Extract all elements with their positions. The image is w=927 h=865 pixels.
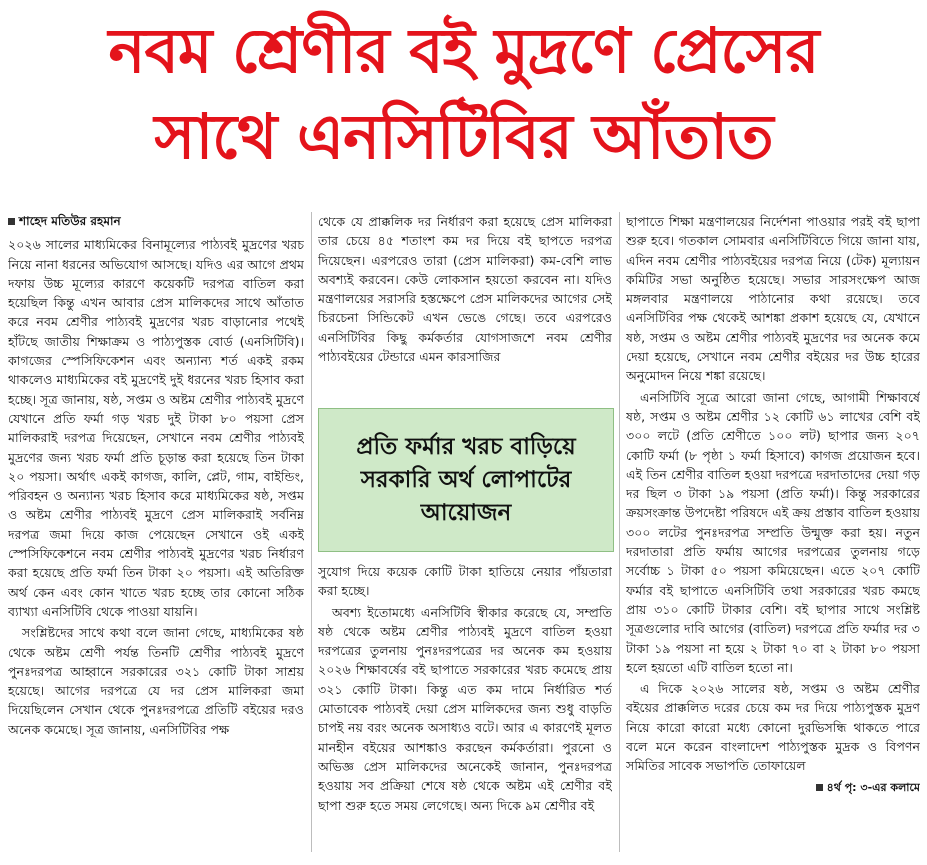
paragraph: ছাপাতে শিক্ষা মন্ত্রণালয়ের নির্দেশনা পাওয়ার পরই বই ছাপা শুরু হবে। গতকাল সোমবার এনসিটিবিতে গিয়ে জানা যায়, এদিন নবম শ্রেণীর পাঠ্যবইয়ের দরপত্র নিয়ে (টেক) মূল্যায়ন কমিটির সভা অনুষ্ঠিত হয়েছে। সভার সারসংক্ষেপ আজ মঙ্গলবার মন্ত্রণালয়ে পাঠানোর কথা রয়েছে। তবে এনসিটিবির পক্ষ থেকেই আশঙ্কা প্রকাশ হয়েছে যে, যেখানে ষষ্ঠ, সপ্তম ও অষ্টম শ্রেণীর পাঠ্যবই মুদ্রণের দর অনেক কমে দেয়া হয়েছে, সেখানে নবম শ্রেণীর বইয়ের দর উচ্চ হারের অনুমোদন নিয়ে শঙ্কা রয়েছে। [626, 214, 920, 384]
paragraph: এ দিকে ২০২৬ সালের ষষ্ঠ, সপ্তম ও অষ্টম শ্রেণীর বইয়ের প্রাক্কলিত দরের চেয়ে কম দর দিয়ে পাঠ্যপুস্তক মুদ্রণ নিয়ে কারো কারো মধ্যে কোনো দুরভিসন্ধি থাকতে পারে বলে মনে করেন বাংলাদেশ পাঠ্যপুস্তক মুদ্রক ও বিপণন সমিতির সাবেক সভাপতি তোফায়েল [626, 681, 920, 774]
article-column-2-top [318, 212, 612, 402]
paragraph: থেকে যে প্রাক্কলিক দর নির্ধারণ করা হয়েছে প্রেস মালিকরা তার চেয়ে ৪৫ শতাংশ কম দর দিয়ে বই ছাপতে দরপত্র দিয়েছেন। এরপরেও তারা (প্রেস মালিকরা) কম-বেশি লাভ অবশ্যই করবেন। কেউ লোকসান হয়তো করবেন না। যদিও মন্ত্রণালয়ের সরাসরি হস্তক্ষেপে প্রেস মালিকদের আগের সেই চিরচেনা সিন্ডিকেট এখন ভেঙে গেছে। তবে এরপরেও এনসিটিবির কিছু কর্মকর্তার যোগসাজশে নবম শ্রেণীর পাঠ্যবইয়ের টেন্ডারে এমন কারসাজির [318, 214, 612, 365]
paragraph: এনসিটিবি সূত্রে আরো জানা গেছে, আগামী শিক্ষাবর্ষে ষষ্ঠ, সপ্তম ও অষ্টম শ্রেণীর ১২ কোটি ৬১ লাখের বেশি বই ৩০০ লটে (প্রতি শ্রেণীতে ১০০ লট) ছাপার জন্য ২০৭ কোটি ফর্মা (৮ পৃষ্ঠা ১ ফর্মা হিসাবে) কাগজ প্রয়োজন হবে। এই তিন শ্রেণীর বাতিল হওয়া দরপত্রে দরদাতাদের দেয়া গড় দর ছিল ৩ টাকা ১৯ পয়সা (প্রতি ফর্মা)। কিন্তু সরকারের ক্রয়সংক্রান্ত উপদেষ্টা পরিষদে এই ক্রয় প্রস্তাব বাতিল হওয়ায় ৩০০ লটের পুনঃদরপত্র সম্প্রতি উন্মুক্ত করা হয়। নতুন দরদাতারা প্রতি ফর্মায় আগের দরপত্রের তুলনায় গড়ে সর্বোচ্চ ১ টাকা ৫০ পয়সা কমিয়েছেন। এতে ২০৭ কোটি ফর্মার বই ছাপাতে এনসিটিবি তথা সরকারের খরচ কমছে প্রায় ৩১০ কোটি টাকার বেশি। বই ছাপার সাথে সংশ্লিষ্ট সূত্রগুলোর দাবি আগের (বাতিল) দরপত্রে প্রতি ফর্মার দর ৩ টাকা ১৯ পয়সা না হয়ে ২ টাকা ৭০ বা ২ টাকা ৮০ পয়সা হলে হয়তো এটি বাতিল হতো না। [626, 389, 920, 675]
continuation-text: ৪র্থ পৃ: ৩-এর কলামে [826, 780, 920, 794]
column-divider [311, 212, 312, 852]
column-divider [619, 212, 620, 852]
paragraph: সংশ্লিষ্টদের সাথে কথা বলে জানা গেছে, মাধ্যমিকের ষষ্ঠ থেকে অষ্টম শ্রেণী পর্যন্ত তিনটি শ্রেণীর পাঠ্যবই মুদ্রণে পুনঃদরপত্র আহ্বানে সরকারের ৩২১ কোটি টাকা সাশ্রয় হয়েছে। আগের দরপত্রে যে দর প্রেস মালিকরা জমা দিয়েছিলেন সেখান থেকে পুনঃদরপত্রে প্রতিটি বইয়ের দরও অনেক কমেছে। সূত্র জানায়, এনসিটিবির পক্ষ [8, 625, 304, 737]
paragraph: ২০২৬ সালের মাধ্যমিকের বিনামূল্যের পাঠ্যবই মুদ্রণের খরচ নিয়ে নানা ধরনের অভিযোগ আসছে। যদিও এর আগে প্রথম দফায় উচ্চ মূল্যের কারণে কয়েকটি দরপত্র বাতিল করা হয়েছিল কিন্তু এখন আবার প্রেস মালিকদের সাথে আঁতাত করে নবম শ্রেণীর পাঠ্যবই মুদ্রণের খরচ বাড়ানোর পথেই হাঁটছে জাতীয় শিক্ষাক্রম ও পাঠ্যপুস্তক বোর্ড (এনসিটিবি)। কাগজের স্পেসিফিকেশন এবং অন্যান্য শর্ত একই রকম থাকলেও মাধ্যমিকের বই মুদ্রণেই দুই ধরনের খরচ হিসাব করা হচ্ছে। সূত্র জানায়, ষষ্ঠ, সপ্তম ও অষ্টম শ্রেণীর পাঠ্যবই মুদ্রণে যেখানে প্রতি ফর্মা গড় খরচ দুই টাকা ৮০ পয়সা প্রেস মালিকরাই দরপত্র দিয়েছেন, সেখানে নবম শ্রেণীর পাঠ্যবই মুদ্রণের জন্য খরচ ফর্মা প্রতি চূড়ান্ত করা হয়েছে তিন টাকা ২০ পয়সা। অর্থাৎ একই কাগজ, কালি, প্লেট, গাম, বাইন্ডিং, পরিবহন ও অন্যান্য খরচ হিসাব করে মাধ্যমিকের ষষ্ঠ, সপ্তম ও অষ্টম শ্রেণীর পাঠ্যবই মুদ্রণে প্রেস মালিকরাই সর্বনিম্ন দরপত্র জমা দিয়ে কাজ পেয়েছেন সেখানে ওই একই স্পেসিফিকেশনে নবম শ্রেণীর পাঠ্যবই মুদ্রণের খরচ নির্ধারণ করা হয়েছে প্রতি ফর্মা তিন টাকা ২০ পয়সা। এই অতিরিক্ত অর্থ কেন এবং কোন খাতে খরচ হচ্ছে তার কোনো সঠিক ব্যাখ্যা এনসিটিবি থেকে পাওয়া যায়নি। [8, 237, 304, 619]
byline-author: শাহেদ মতিউর রহমান [19, 214, 121, 228]
headline-line-1: নবম শ্রেণীর বই মুদ্রণে প্রেসের [108, 14, 819, 87]
article-column-1 [8, 212, 304, 857]
article-column-3 [626, 212, 920, 857]
byline [8, 212, 304, 231]
bullet-square-icon [816, 784, 823, 791]
continuation-note [626, 778, 920, 797]
bullet-square-icon [8, 218, 15, 225]
paragraph: সুযোগ দিয়ে কয়েক কোটি টাকা হাতিয়ে নেয়ার পাঁয়তারা করা হচ্ছে। [318, 564, 612, 599]
pull-quote [318, 408, 614, 552]
article-column-2-bottom [318, 562, 612, 862]
pull-quote-line-2: সরকারি অর্থ লোপাটের [360, 466, 572, 493]
headline [0, 8, 927, 180]
pull-quote-line-3: আয়োজন [420, 499, 512, 526]
headline-line-2: সাথে এনসিটিবির আঁতাত [154, 100, 773, 173]
paragraph: অবশ্য ইতোমধ্যে এনসিটিবি স্বীকার করেছে যে, সম্প্রতি ষষ্ঠ থেকে অষ্টম শ্রেণীর পাঠ্যবই মুদ্রণে বাতিল হওয়া দরপত্রের তুলনায় পুনঃদরপত্রের দর অনেক কম হওয়ায় ২০২৬ শিক্ষাবর্ষের বই ছাপাতে সরকারের খরচ কমেছে প্রায় ৩২১ কোটি টাকা। কিন্তু এত কম দামে নির্ধারিত শর্ত মোতাবেক পাঠ্যবই দেয়া প্রেস মালিকদের জন্য শুধু বাড়তি চাপই নয় বরং অনেক অসাধ্যও বটে। আর এ কারণেই মূলত মানহীন বইয়ের আশঙ্কাও করছেন কর্মকর্তারা। পুরনো ও অভিজ্ঞ প্রেস মালিকদের অনেকেই জানান, পুনঃদরপত্র হওয়ায় সব প্রক্রিয়া শেষে ষষ্ঠ থেকে অষ্টম এই শ্রেণীর বই ছাপা শুরু হতে সময় লেগেছে। অন্য দিকে ৯ম শ্রেণীর বই [318, 604, 612, 813]
pull-quote-line-1: প্রতি ফর্মার খরচ বাড়িয়ে [356, 433, 576, 460]
